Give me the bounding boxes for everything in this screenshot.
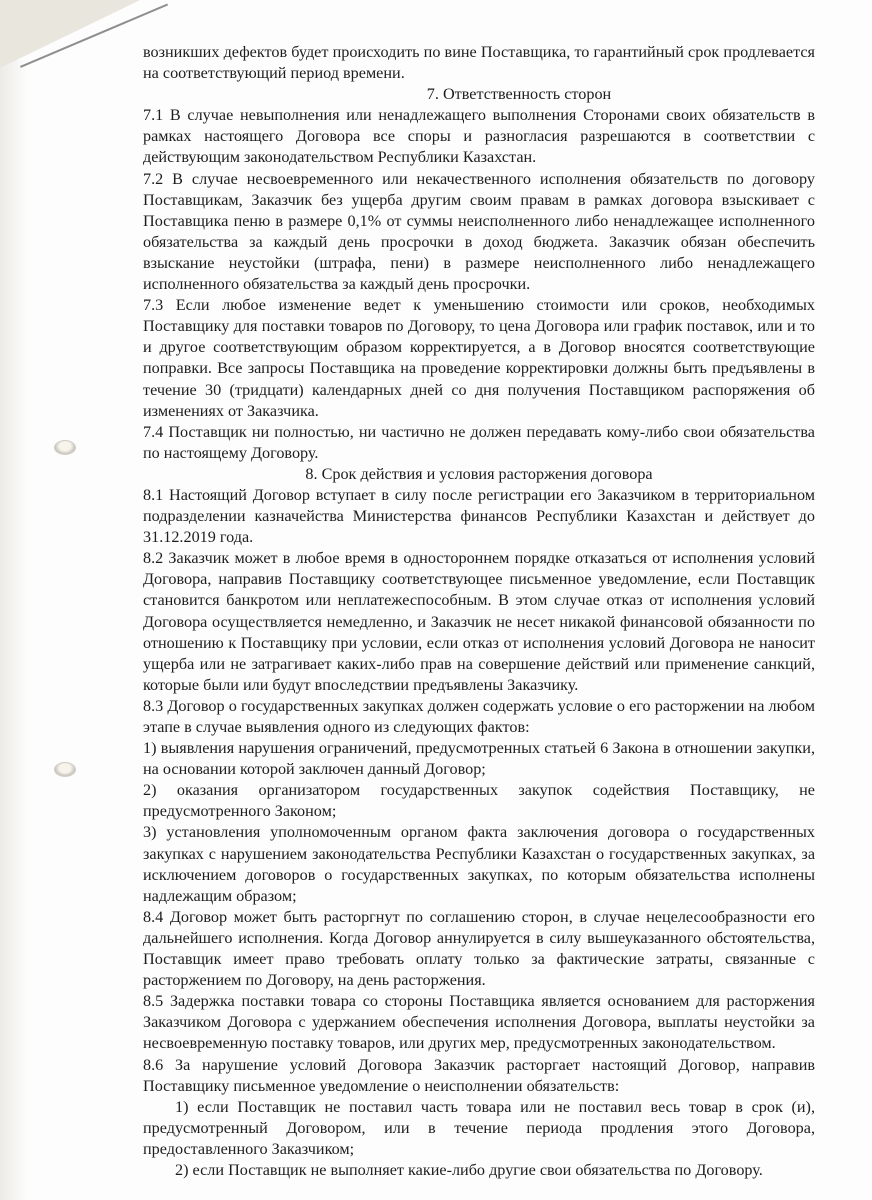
clause-7-2: 7.2 В случае несвоевременного или некачественного исполнения обязательств по договору Поставщикам, Заказчик без ущерба другим своим правам в рамках договора взыскивает с Поставщика пеню в размере 0,1% от суммы неисполненного либо ненадлежащее исполненного обязательства за каждый день просрочки в доход бюджета. Заказчик обязан обеспечить взыскание неустойки (штрафа, пени) в размере неисполненного либо ненадлежащего исполненного обязательства за каждый день просрочки.: [143, 169, 815, 294]
punch-hole-icon: [54, 440, 76, 455]
clause-8-1: 8.1 Настоящий Договор вступает в силу после регистрации его Заказчиком в территориальном подразделении казначейства Министерства финансов Республики Казахстан и действует до 31.12.2019 года.: [143, 485, 815, 547]
clause-8-3-item-1: 1) выявления нарушения ограничений, предусмотренных статьей 6 Закона в отношении закупки, на основании которой заключен данный Договор;: [143, 739, 815, 779]
folded-corner: [0, 0, 140, 68]
clause-8-3: 8.3 Договор о государственных закупках должен содержать условие о его расторжении на любом этапе в случае выявления одного из следующих фактов:: [143, 696, 815, 736]
continuation-paragraph: возникших дефектов будет происходить по вине Поставщика, то гарантийный срок продлевается на соответствующий период времени.: [143, 43, 815, 83]
clause-7-3: 7.3 Если любое изменение ведет к уменьшению стоимости или сроков, необходимых Поставщику для поставки товаров по Договору, то цена Договора или график поставок, или и то и другое соответствующим образом корректируется, а в Договор вносятся соответствующие поправки. Все запросы Поставщика на проведение корректировки должны быть предъявлены в течение 30 (тридцати) календарных дней со дня получения Поставщиком распоряжения об изменениях от Заказчика.: [143, 296, 815, 420]
page-edge-shadow: [0, 60, 28, 1200]
clause-8-6-item-1: 1) если Поставщик не поставил часть товара или не поставил весь товар в срок (и), предусмотренный Договором, или в течение периода продления этого Договора, предоставленного Заказчиком;: [143, 1097, 815, 1158]
clause-8-2: 8.2 Заказчик может в любое время в одностороннем порядке отказаться от исполнения условий Договора, направив Поставщику соответствующее письменное уведомление, если Поставщик становится банкротом или неплатежеспособным. В этом случае отказ от исполнения условий Договора осуществляется немедленно, и Заказчик не несет никакой финансовой обязанности по отношению к Поставщику при условии, если отказ от исполнения условий Договора не наносит ущерба или не затрагивает каких-либо прав на совершение действий или применение санкций, которые были или будут впоследствии предъявлены Заказчику.: [143, 549, 815, 694]
punch-hole-icon: [54, 762, 76, 777]
clause-8-6-item-2: 2) если Поставщик не выполняет какие-либо другие свои обязательства по Договору.: [175, 1160, 763, 1179]
clause-7-1: 7.1 В случае невыполнения или ненадлежащего выполнения Сторонами своих обязательств в рамках настоящего Договора все споры и разногласия разрешаются в соответствии с действующим законодательством Республики Казахстан.: [143, 106, 815, 167]
clause-8-4: 8.4 Договор может быть расторгнут по соглашению сторон, в случае нецелесообразности его дальнейшего исполнения. Когда Договор аннулируется в силу вышеуказанного обстоятельства, Поставщик имеет право требовать оплату только за фактические затраты, связанные с расторжением по Договору, на день расторжения.: [143, 907, 815, 990]
clause-7-4: 7.4 Поставщик ни полностью, ни частично не должен передавать кому-либо свои обязательства по настоящему Договору.: [143, 422, 815, 462]
clause-8-6: 8.6 За нарушение условий Договора Заказчик расторгает настоящий Договор, направив Поставщику письменное уведомление о неисполнении обязательств:: [143, 1055, 815, 1095]
section-7-heading: 7. Ответственность сторон: [426, 85, 612, 104]
clause-8-3-item-3: 3) установления уполномоченным органом факта заключения договора о государственных закупках с нарушением законодательства Республики Казахстан о государственных закупках, за исключением договоров о государственных закупках, по которым обязательства исполнены надлежащим образом;: [143, 823, 815, 905]
section-8-heading: 8. Срок действия и условия расторжения договора: [305, 464, 653, 483]
clause-8-5: 8.5 Задержка поставки товара со стороны Поставщика является основанием для расторжения Заказчиком Договора с удержанием обеспечения исполнения Договора, выплаты неустойки за несвоевременную поставку товаров, или других мер, предусмотренных законодательством.: [143, 992, 815, 1053]
clause-8-3-item-2: 2) оказания организатором государственных закупок содействия Поставщику, не предусмотренного Законом;: [143, 781, 815, 821]
document-body: [143, 42, 815, 1181]
